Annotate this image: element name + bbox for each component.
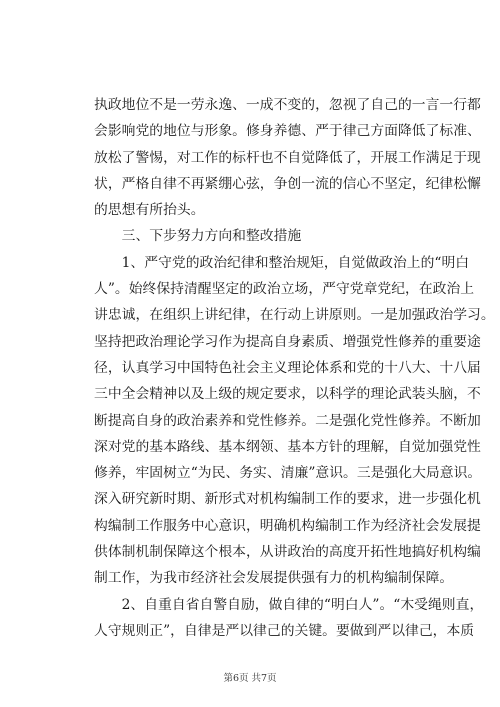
text-line: 的思想有所抬头。 [94,202,205,219]
text-line: 2、自重自省自警自励，做自律的“明白人”。“木受绳则直， [94,596,484,613]
text-line: 状，严格自律不再紧绷心弦，争创一流的信心不坚定，纪律松懈 [94,175,481,192]
text-line: 构编制工作服务中心意识，明确机构编制工作为经济社会发展提 [94,517,481,534]
text-line: 断提高自身的政治素养和党性修养。二是强化党性修养。不断加 [94,412,481,429]
text-line: 修养，牢固树立“为民、务实、清廉”意识。三是强化大局意识。 [94,465,482,482]
text-line: 1、严守党的政治纪律和整治规矩，自觉做政治上的“明白 [94,254,470,271]
text-line: 人”。始终保持清醒坚定的政治立场，严守党章党纪，在政治上 [94,281,475,298]
section-heading: 三、下步努力方向和整改措施 [94,228,302,245]
text-line: 人守规则正”，自律是严以律己的关键。要做到严以律己，本质 [94,622,475,639]
text-line: 深入研究新时期、新形式对机构编制工作的要求，进一步强化机 [94,491,481,508]
text-line: 执政地位不是一劳永逸、一成不变的，忽视了自己的一言一行都 [94,97,481,113]
text-line: 三中全会精神以及上级的规定要求，以科学的理论武装头脑，不 [94,386,481,403]
text-line: 坚持把政治理论学习作为提高自身素质、增强党性修养的重要途 [94,333,481,350]
text-line: 制工作，为我市经济社会发展提供强有力的机构编制保障。 [94,570,454,587]
body-text [94,92,495,644]
text-line: 深对党的基本路线、基本纲领、基本方针的理解，自觉加强党性 [94,438,481,455]
page-number-footer: 第6页 共7页 [223,673,277,684]
text-line: 讲忠诚，在组织上讲纪律，在行动上讲原则。一是加强政治学习。 [94,307,495,324]
text-line: 供体制机制保障这个根本，从讲政治的高度开拓性地搞好机构编 [94,544,481,561]
text-line: 径，认真学习中国特色社会主义理论体系和党的十八大、十八届 [94,359,481,376]
text-line: 放松了警惕，对工作的标杆也不自觉降低了，开展工作满足于现 [94,149,481,166]
text-line: 会影响党的地位与形象。修身养德、严于律己方面降低了标准、 [94,123,481,140]
